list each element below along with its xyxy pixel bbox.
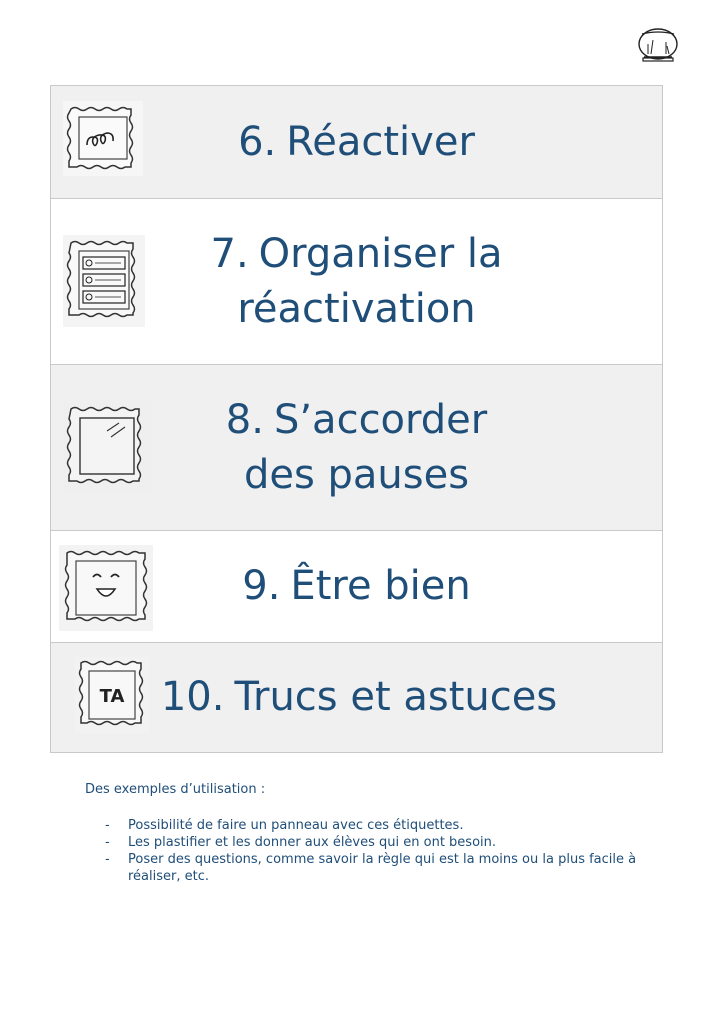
- rule-label: S’accorder: [273, 397, 488, 443]
- rule-number: 8.: [225, 397, 264, 443]
- rule-row: [51, 531, 662, 643]
- rule-title: [51, 670, 662, 725]
- rule-number: 7.: [210, 231, 249, 277]
- rule-label: Réactiver: [286, 119, 475, 165]
- rule-row: [51, 365, 662, 531]
- list-item: - Les plastifier et les donner aux élèves qui en ont besoin.: [105, 835, 497, 850]
- rule-row: [51, 199, 662, 365]
- rule-label: Être bien: [290, 563, 471, 609]
- rule-title: [51, 227, 662, 337]
- rule-number: 10.: [160, 674, 225, 720]
- rule-label-line2: réactivation: [237, 286, 476, 332]
- rule-title: [51, 115, 662, 170]
- rule-number: 6.: [238, 119, 277, 165]
- ta-stamp-text: TA: [99, 686, 125, 707]
- notes-list: [85, 817, 645, 885]
- rule-label: Organiser la: [258, 231, 503, 277]
- rule-label-line2: des pauses: [243, 452, 470, 498]
- list-item: - Poser des questions, comme savoir la règle qui est la moins ou la plus facile à réaliser, etc.: [105, 852, 637, 884]
- rules-table: [50, 85, 663, 753]
- rule-number: 9.: [242, 563, 281, 609]
- list-item: - Possibilité de faire un panneau avec ces étiquettes.: [105, 818, 464, 833]
- rule-row: [51, 643, 662, 753]
- rule-title: [51, 393, 662, 503]
- rule-row: [51, 86, 662, 199]
- rule-title: [51, 559, 662, 614]
- rule-label: Trucs et astuces: [234, 674, 558, 720]
- fishbowl-logo-icon: [636, 26, 680, 66]
- notes-intro: Des exemples d’utilisation :: [85, 782, 266, 797]
- usage-notes: [85, 781, 645, 885]
